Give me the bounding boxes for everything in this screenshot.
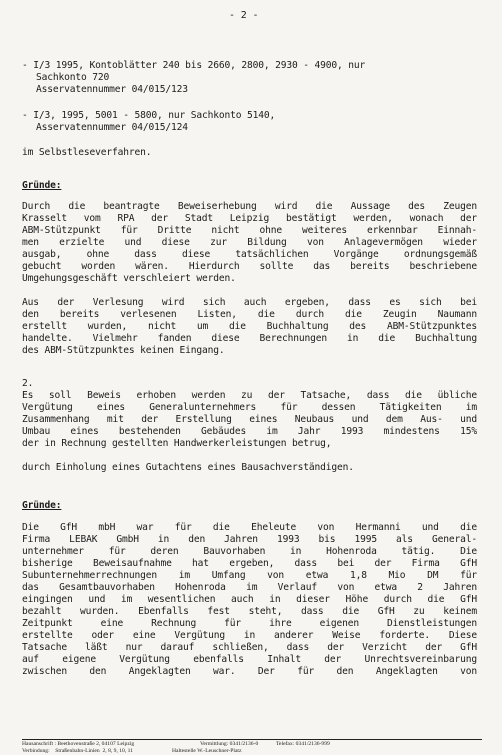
paragraph-line: Zeitpunkt eine Rechnung für ihre eigenen Dienstleistungen xyxy=(22,618,477,629)
paragraph-line: Subunternehmerrechnungen im Umfang von etwa 1,8 Mio DM für xyxy=(22,570,477,581)
section-heading: Gründe: xyxy=(22,500,62,511)
list-item-line: - I/3 1995, Kontoblätter 240 bis 2660, 2800, 2930 - 4900, nur xyxy=(22,60,366,71)
footer-fax: Telefax: 0341/2136-999 xyxy=(276,741,330,747)
paragraph-line: erstellte oder eine Vergütung in anderer Weise forderte. Diese xyxy=(22,630,477,641)
paragraph-line: Umbau eines bestehenden Gebäudes im Jahr 1993 mindestens 15% xyxy=(22,426,477,437)
paragraph-line: unternehmer für deren Bauvorhaben in Hohenroda tätig. Die xyxy=(22,546,477,557)
paragraph-line: zwischen den Angeklagten war. Der für den Angeklagten von xyxy=(22,666,477,677)
paragraph-line: eingingen und im wesentlichen auch in dieser Höhe durch die GfH xyxy=(22,594,477,605)
paragraph-line: Tatsache läßt nur darauf schließen, dass der Verzicht der GfH xyxy=(22,642,477,653)
paragraph-line: Zusammenhang mit der Erstellung eines Neubaus und dem Aus- und xyxy=(22,414,477,425)
paragraph-line: Durch die beantragte Beweiserhebung wird die Aussage des Zeugen xyxy=(22,201,477,212)
paragraph-line: ABM-Stützpunkt für Dritte nicht ohne weiteres erkennbar Einnah- xyxy=(22,225,477,236)
footer-phone: Vermittlung: 0341/2136-0 xyxy=(200,741,259,747)
paragraph-line: bisherige Beweisaufnahme hat ergeben, dass bei der Firma GfH xyxy=(22,558,477,569)
paragraph-line: bezahlt wurden. Ebenfalls fest steht, dass die GfH zu keinem xyxy=(22,606,477,617)
paragraph-line: Die GfH mbH war für die Eheleute von Hermanni und die xyxy=(22,522,477,533)
selbstlese-line: im Selbstleseverfahren. xyxy=(22,147,152,158)
item-number: 2. xyxy=(22,378,34,389)
paragraph-line: Umgehungsgeschäft verschleiert werden. xyxy=(22,273,236,284)
section-heading: Gründe: xyxy=(22,180,62,191)
paragraph-line: Vergütung eines Generalunternehmers für dessen Tätigkeiten im xyxy=(22,402,477,413)
list-item-line: Asservatennummer 04/015/123 xyxy=(36,84,188,95)
paragraph-line: handelte. Vielmehr fanden diese Berechnungen in die Buchhaltung xyxy=(22,333,477,344)
paragraph-line: erstellt wurden, nicht um die Buchhaltung des ABM-Stützpunktes xyxy=(22,321,477,332)
paragraph-line: den bereits verlesenen Listen, die durch die Zeugin Naumann xyxy=(22,309,477,320)
footer-stop: Haltestelle W.-Leuschner-Platz xyxy=(172,748,242,754)
list-item-line: Sachkonto 720 xyxy=(36,72,110,83)
paragraph-line: Firma LEBAK GmbH in den Jahren 1993 bis 1995 als General- xyxy=(22,534,477,545)
list-item-line: Asservatennummer 04/015/124 xyxy=(36,122,188,133)
footer-transit: Verbindung: Straßenbahn-Linien 2, 8, 9, 10, 11 xyxy=(22,748,134,754)
list-item-line: - I/3, 1995, 5001 - 5800, nur Sachkonto 5140, xyxy=(22,110,276,121)
footer-divider xyxy=(22,739,482,740)
paragraph-line: des ABM-Stützpunktes keinen Eingang. xyxy=(22,345,225,356)
paragraph-line: Es soll Beweis erhoben werden zu der Tatsache, dass die übliche xyxy=(22,390,477,401)
gutachten-line: durch Einholung eines Gutachtens eines Bausachverständigen. xyxy=(22,462,354,473)
paragraph-line: der in Rechnung gestellten Handwerkerleistungen betrug, xyxy=(22,438,332,449)
paragraph-line: men erzielte und diese zur Bildung von Anlagevermögen wieder xyxy=(22,237,477,248)
paragraph-line: gebucht worden wären. Hierdurch sollte das bereits beschriebene xyxy=(22,261,477,272)
footer-address: Hausanschrift : Beethovenstraße 2, 04107 Leipzig xyxy=(22,741,135,747)
page-number: - 2 - xyxy=(229,10,259,21)
paragraph-line: ausgab, ohne dass diese tatsächlichen Vorgänge ordnungsgemäß xyxy=(22,249,477,260)
paragraph-line: das Gesamtbauvorhaben Hohenroda im Verlauf von etwa 2 Jahren xyxy=(22,582,477,593)
paragraph-line: Aus der Verlesung wird sich auch ergeben, dass es sich bei xyxy=(22,297,477,308)
paragraph-line: Krasselt vom RPA der Stadt Leipzig bestätigt werden, wonach der xyxy=(22,213,477,224)
paragraph-line: auf eigene Vergütung ebenfalls Inhalt der Unrechtsvereinbarung xyxy=(22,654,477,665)
